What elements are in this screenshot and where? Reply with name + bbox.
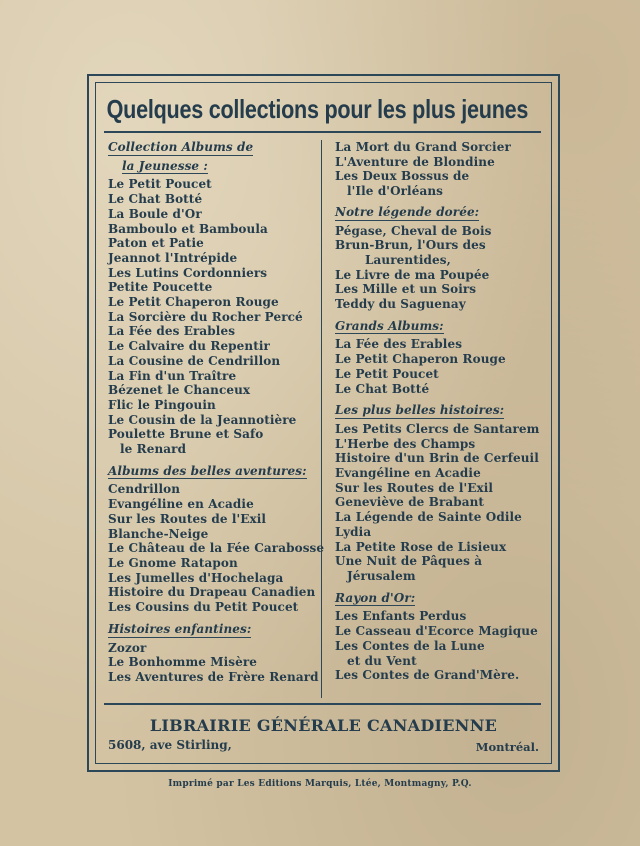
list-item: Teddy du Saguenay [335, 297, 466, 312]
list-item: Les Jumelles d'Hochelaga [108, 570, 284, 585]
list-item: Le Chat Botté [108, 192, 203, 207]
section-title: Notre légende dorée: [335, 204, 480, 219]
list-item: l'Ile d'Orléans [347, 184, 444, 199]
list-item: Petite Poucette [108, 280, 213, 295]
list-item: le Renard [120, 442, 187, 457]
list-item: La Fée des Erables [108, 324, 236, 339]
list-item: Le Bonhomme Misère [108, 655, 258, 670]
list-item: Les Contes de Grand'Mère. [335, 668, 520, 683]
list-item: Paton et Patie [108, 236, 204, 251]
section-title: Histoires enfantines: [108, 621, 252, 636]
section-title: Albums des belles aventures: [108, 463, 307, 478]
list-item: Le Gnome Ratapon [108, 555, 238, 570]
list-item: Le Petit Chaperon Rouge [108, 295, 279, 310]
list-item: Histoire du Drapeau Canadien [108, 585, 316, 600]
list-item: et du Vent [347, 653, 417, 668]
footer-divider [104, 703, 541, 705]
list-item: Le Petit Chaperon Rouge [335, 352, 506, 367]
list-item: Sur les Routes de l'Exil [108, 511, 267, 526]
list-item: Le Cousin de la Jeannotière [108, 412, 297, 427]
list-item: Bamboulo et Bamboula [108, 221, 268, 236]
list-item: La Sorcière du Rocher Percé [108, 309, 303, 324]
list-item: Les Contes de la Lune [335, 638, 485, 653]
page-title: Quelques collections pour les plus jeunes [106, 94, 529, 124]
list-item: Le Château de la Fée Carabosse [108, 541, 325, 556]
list-item: Le Calvaire du Repentir [108, 339, 270, 354]
list-item: Geneviève de Brabant [335, 495, 485, 510]
right-column [335, 140, 543, 690]
list-item: La Fin d'un Traître [108, 368, 237, 383]
list-item: Les Petits Clercs de Santarem [335, 421, 540, 436]
list-item: Jeannot l'Intrépide [108, 250, 238, 265]
list-item: Bézenet le Chanceux [108, 383, 251, 398]
list-item: Le Chat Botté [335, 381, 430, 396]
list-item: Les Enfants Perdus [335, 609, 467, 624]
collection-section [335, 591, 543, 683]
list-item: La Boule d'Or [108, 206, 202, 221]
list-item: Le Petit Poucet [335, 366, 439, 381]
section-title: Rayon d'Or: [335, 590, 416, 605]
list-item: Les Lutins Cordonniers [108, 265, 268, 280]
collection-section [335, 205, 543, 312]
list-item: Brun-Brun, l'Ours des [335, 238, 486, 253]
list-item: Une Nuit de Pâques à [335, 554, 483, 569]
lead-list [335, 140, 543, 199]
list-item: Le Livre de ma Poupée [335, 267, 490, 282]
list-item: Histoire d'un Brin de Cerfeuil [335, 451, 539, 466]
collection-section [108, 622, 318, 685]
title-divider [104, 131, 541, 133]
list-item: Les Deux Bossus de [335, 169, 470, 184]
list-item: Zozor [108, 640, 147, 655]
printer-imprint: Imprimé par Les Editions Marquis, Ltée, Montmagny, P.Q. [168, 779, 472, 789]
list-item: Le Petit Poucet [108, 177, 212, 192]
list-item: Le Casseau d'Ecorce Magique [335, 624, 538, 639]
list-item: Flic le Pingouin [108, 397, 216, 412]
collection-section [335, 403, 543, 583]
list-item: L'Aventure de Blondine [335, 154, 495, 169]
list-item: Les Cousins du Petit Poucet [108, 600, 299, 615]
section-title: Grands Albums: [335, 318, 444, 333]
list-item: Les Aventures de Frère Renard [108, 669, 319, 684]
list-item: La Petite Rose de Lisieux [335, 539, 507, 554]
list-item: Poulette Brune et Safo [108, 427, 264, 442]
list-item: L'Herbe des Champs [335, 436, 476, 451]
list-item: La Mort du Grand Sorcier [335, 140, 511, 154]
list-item: Cendrillon [108, 482, 181, 497]
list-item: Les Mille et un Soirs [335, 282, 477, 297]
section-title: la Jeunesse : [122, 158, 208, 173]
list-item: Pégase, Cheval de Bois [335, 223, 492, 238]
list-item: La Cousine de Cendrillon [108, 353, 281, 368]
left-column [108, 140, 325, 692]
collection-section [108, 140, 318, 457]
list-item: La Fée des Erables [335, 337, 463, 352]
publisher-city: Montréal. [475, 740, 539, 754]
list-item: La Légende de Sainte Odile [335, 510, 522, 525]
column-divider [321, 140, 322, 698]
collection-section [335, 319, 543, 397]
section-title: Collection Albums de [108, 140, 254, 154]
collection-section [108, 463, 325, 615]
list-item: Evangéline en Acadie [108, 497, 254, 512]
list-item: Blanche-Neige [108, 526, 209, 541]
list-item: Jérusalem [347, 568, 416, 583]
list-item: Laurentides, [365, 252, 451, 267]
publisher-address: 5608, ave Stirling, [108, 738, 232, 752]
publisher-name: LIBRAIRIE GÉNÉRALE CANADIENNE [149, 716, 498, 735]
section-title: Les plus belles histoires: [335, 403, 505, 418]
list-item: Lydia [335, 524, 372, 539]
list-item: Sur les Routes de l'Exil [335, 480, 494, 495]
list-item: Evangéline en Acadie [335, 466, 481, 481]
